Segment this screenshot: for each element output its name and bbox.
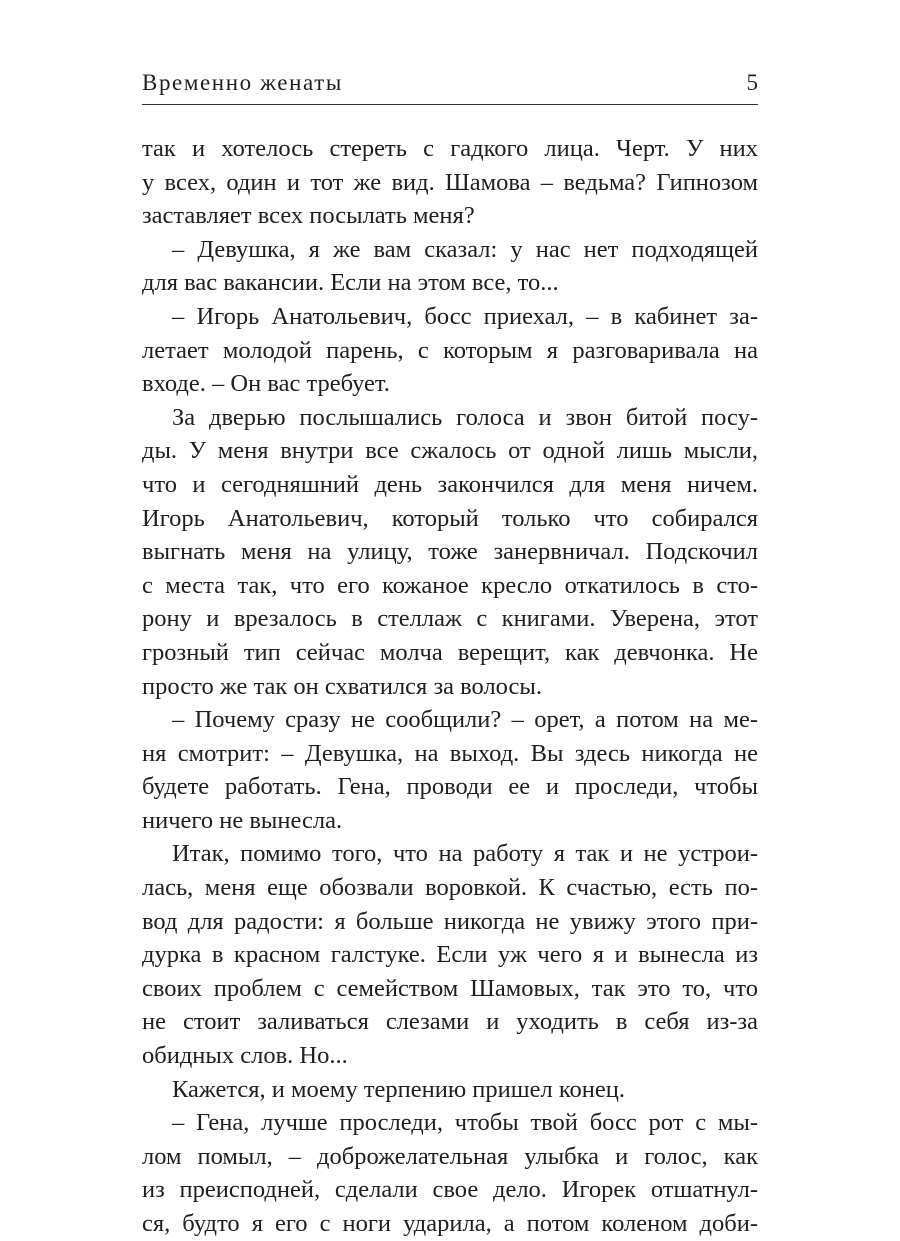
text-line: – Девушка, я же вам сказал: у нас нет подходящей xyxy=(172,235,758,263)
text-line: выгнать меня на улицу, тоже занервничал. Подскочил xyxy=(142,538,758,566)
text-line: не стоит заливаться слезами и уходить в себя из-за xyxy=(142,1008,758,1036)
text-line: ся, будто я его с ноги ударила, а потом коленом доби- xyxy=(142,1210,758,1237)
text-line: будете работать. Гена, проводи ее и проследи, чтобы xyxy=(142,773,758,801)
text-line: ничего не вынесла. xyxy=(142,806,343,834)
text-line: у всех, один и тот же вид. Шамова – ведьма? Гипнозом xyxy=(142,168,758,196)
paragraph xyxy=(142,132,758,233)
text-line: – Почему сразу не сообщили? – орет, а потом на ме- xyxy=(172,706,758,734)
paragraph xyxy=(142,703,758,837)
text-line: обидных слов. Но... xyxy=(142,1042,348,1070)
text-line: лом помыл, – доброжелательная улыбка и голос, как xyxy=(142,1142,758,1170)
page-number: 5 xyxy=(746,70,758,95)
text-line: Игорь Анатольевич, который только что собирался xyxy=(142,504,758,532)
paragraph xyxy=(142,300,758,401)
text-line: рону и врезалось в стеллаж с книгами. Уверена, этот xyxy=(142,605,758,633)
text-line: – Игорь Анатольевич, босс приехал, – в кабинет за- xyxy=(172,302,758,330)
text-line: своих проблем с семейством Шамовых, так это то, что xyxy=(142,974,758,1002)
text-line: вод для радости: я больше никогда не увижу этого при- xyxy=(142,907,758,935)
text-line: так и хотелось стереть с гадкого лица. Черт. У них xyxy=(142,135,758,162)
text-line: За дверью послышались голоса и звон битой посу- xyxy=(172,403,758,431)
paragraph xyxy=(142,233,758,300)
text-line: что и сегодняшний день закончился для меня ничем. xyxy=(142,470,758,498)
text-line: Кажется, и моему терпению пришел конец. xyxy=(172,1075,625,1103)
text-line: летает молодой парень, с которым я разговаривала на xyxy=(142,336,758,364)
running-header xyxy=(142,68,758,105)
text-line: ня смотрит: – Девушка, на выход. Вы здесь никогда не xyxy=(142,739,758,767)
text-line: ды. У меня внутри все сжалось от одной лишь мысли, xyxy=(142,437,758,465)
paragraph xyxy=(142,1106,758,1240)
text-line: заставляет всех посылать меня? xyxy=(142,202,475,230)
paragraph xyxy=(142,837,758,1072)
text-line: входе. – Он вас требует. xyxy=(142,370,390,398)
body-text xyxy=(142,132,758,1241)
text-line: грозный тип сейчас молча верещит, как девчонка. Не xyxy=(142,638,758,666)
text-line: с места так, что его кожаное кресло откатилось в сто- xyxy=(142,571,758,599)
text-line: дурка в красном галстуке. Если уж чего я и вынесла из xyxy=(142,941,758,969)
text-line: лась, меня еще обозвали воровкой. К счастью, есть по- xyxy=(142,874,758,902)
text-line: – Гена, лучше проследи, чтобы твой босс рот с мы- xyxy=(172,1109,758,1137)
text-line: просто же так он схватился за волосы. xyxy=(142,672,543,700)
text-line: для вас вакансии. Если на этом все, то... xyxy=(142,269,559,297)
text-line: из преисподней, сделали свое дело. Игорек отшатнул- xyxy=(142,1176,758,1204)
text-line: Итак, помимо того, что на работу я так и не устрои- xyxy=(172,840,758,868)
paragraph xyxy=(142,401,758,703)
paragraph xyxy=(142,1073,758,1107)
running-title: Временно женаты xyxy=(142,70,343,95)
